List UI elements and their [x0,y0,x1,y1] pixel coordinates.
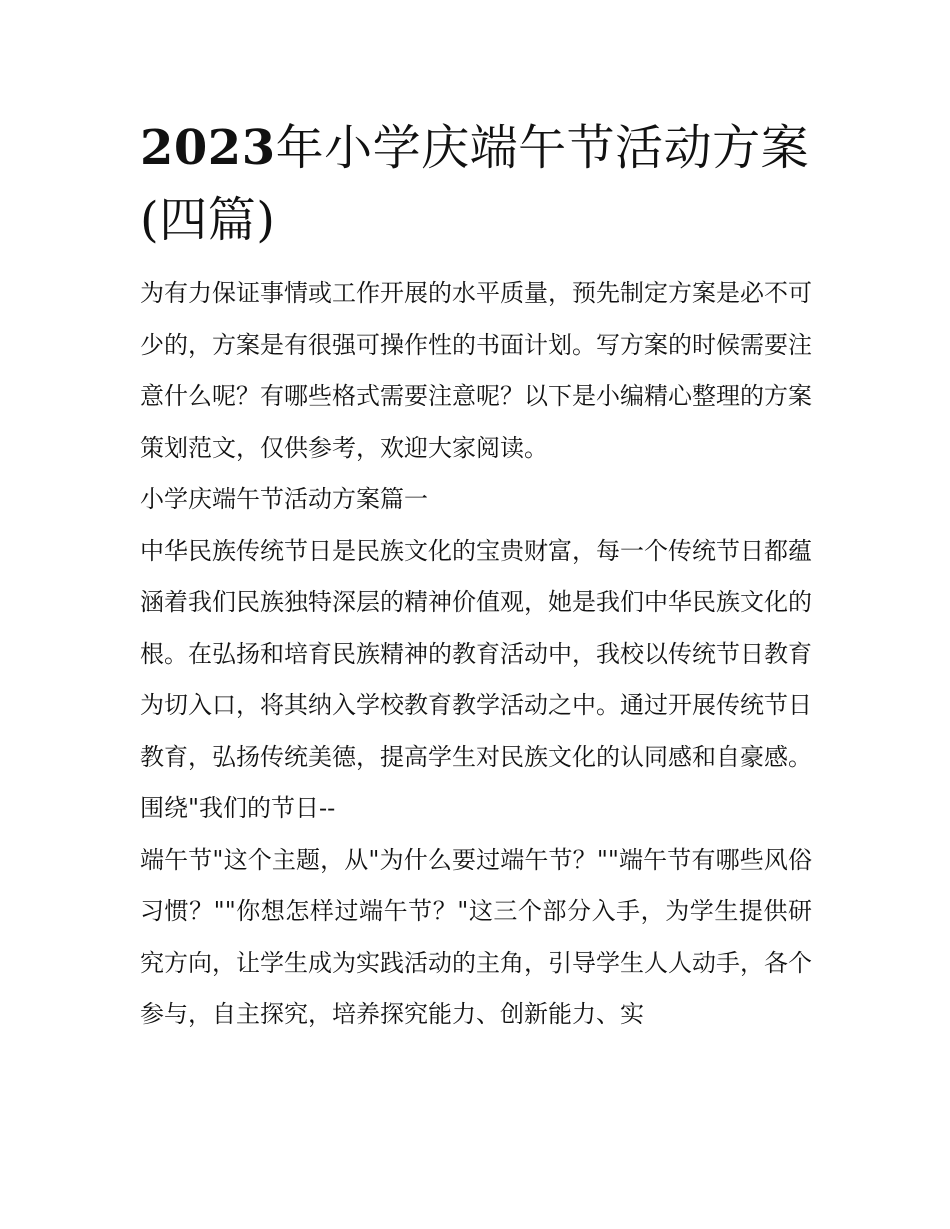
title-text: 年小学庆端午节活动方案(四篇) [140,120,810,248]
document-title [140,112,812,256]
body-paragraph-3: 端午节"这个主题，从"为什么要过端午节？""端午节有哪些风俗习惯？""你想怎样过端午节？"这三个部分入手，为学生提供研究方向，让学生成为实践活动的主角，引导学生人人动手，各个参与，自主探究，培养探究能力、创新能力、实 [140,845,812,1028]
document-body [140,112,812,1041]
intro-paragraph: 为有力保证事情或工作开展的水平质量，预先制定方案是必不可少的，方案是有很强可操作性的书面计划。写方案的时候需要注意什么呢？有哪些格式需要注意呢？以下是小编精心整理的方案策划范文，仅供参考，欢迎大家阅读。 [140,279,812,462]
body-paragraph-2: 围绕"我们的节日-- [140,794,336,822]
body-paragraph-1: 中华民族传统节日是民族文化的宝贵财富，每一个传统节日都蕴涵着我们民族独特深层的精神价值观，她是我们中华民族文化的根。在弘扬和培育民族精神的教育活动中，我校以传统节日教育为切入口，将其纳入学校教育教学活动之中。通过开展传统节日教育，弘扬传统美德，提高学生对民族文化的认同感和自豪感。 [140,536,812,771]
title-year: 2023 [140,120,276,176]
section-heading: 小学庆端午节活动方案篇一 [140,485,428,513]
